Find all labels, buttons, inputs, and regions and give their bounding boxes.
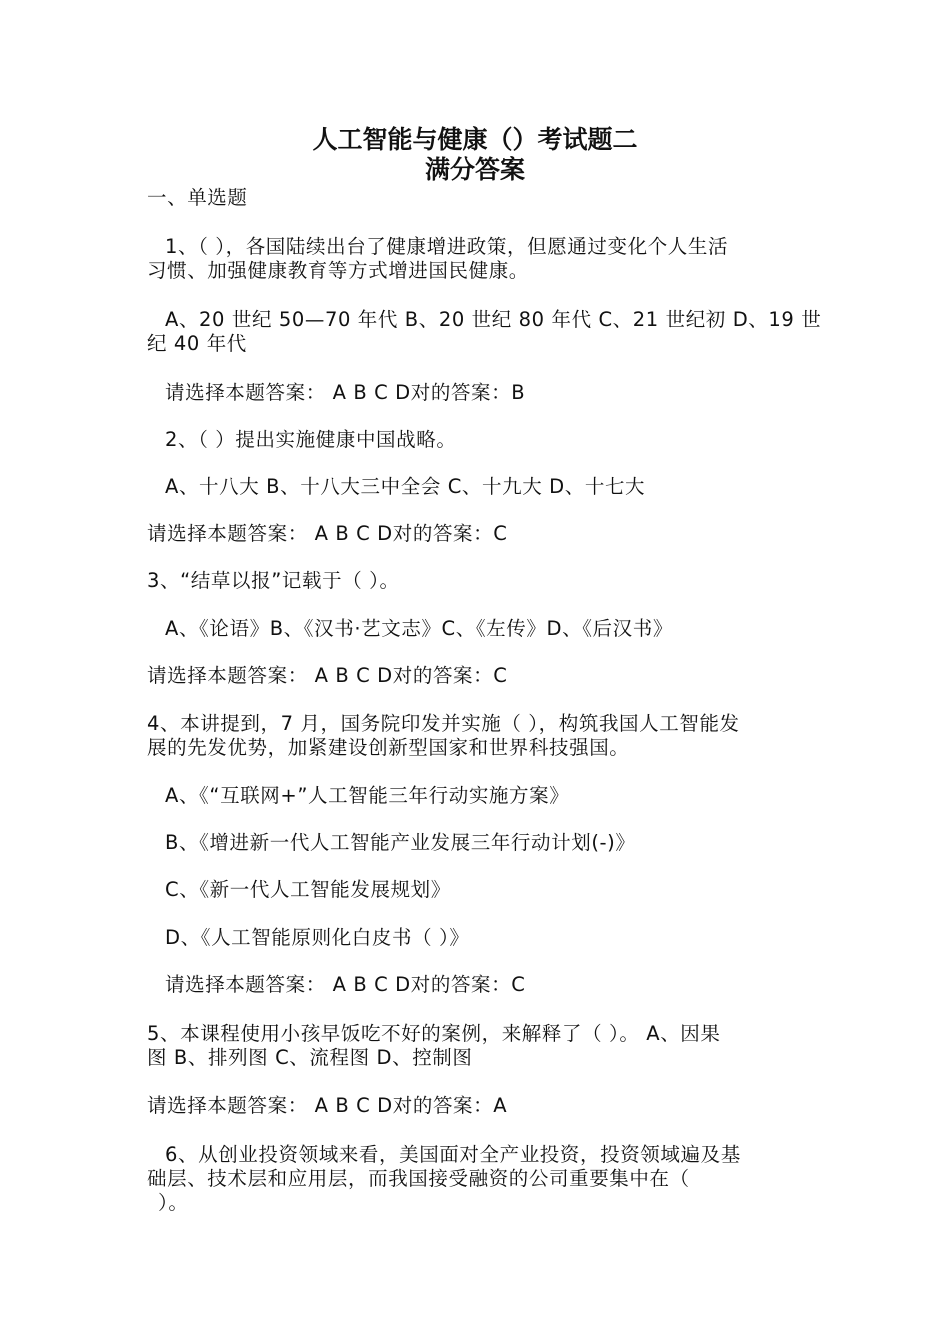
q4-stem-line2: 展的先发优势，加紧建设创新型国家和世界科技强国。 <box>147 736 630 759</box>
q6-stem-line2: 础层、技术层和应用层，而我国接受融资的公司重要集中在（ <box>147 1167 690 1190</box>
q3-options: A、《论语》B、《汉书·艺文志》C、《左传》D、《后汉书》 <box>165 617 673 640</box>
q1-stem-line1: 1、（ ），各国陆续出台了健康增进政策，但愿通过变化个人生活 <box>165 235 729 258</box>
section-heading: 一、单选题 <box>147 186 248 209</box>
q2-options: A、十八大 B、十八大三中全会 C、十九大 D、十七大 <box>165 475 646 498</box>
q5-answer: 请选择本题答案： A B C D对的答案：A <box>147 1094 508 1117</box>
q4-option-b: B、《增进新一代人工智能产业发展三年行动计划(-)》 <box>165 831 636 854</box>
q3-answer: 请选择本题答案： A B C D对的答案：C <box>147 664 508 687</box>
q6-stem-line1: 6、从创业投资领域来看，美国面对全产业投资，投资领域遍及基 <box>165 1143 741 1166</box>
q1-stem-line2: 习惯、加强健康教育等方式增进国民健康。 <box>147 259 529 282</box>
q1-options-line1: A、20 世纪 50—70 年代 B、20 世纪 80 年代 C、21 世纪初 D、19 世 <box>165 308 822 331</box>
q6-stem-line3: ）。 <box>158 1191 189 1214</box>
q2-answer: 请选择本题答案： A B C D对的答案：C <box>147 522 508 545</box>
q2-stem: 2、（ ）提出实施健康中国战略。 <box>165 428 457 451</box>
q4-answer: 请选择本题答案： A B C D对的答案：C <box>165 973 526 996</box>
q1-answer: 请选择本题答案： A B C D对的答案：B <box>165 381 526 404</box>
document-title: 人工智能与健康（）考试题二 <box>312 125 638 154</box>
q3-stem: 3、“结草以报”记载于（ ）。 <box>147 569 400 592</box>
q4-option-c: C、《新一代人工智能发展规划》 <box>165 878 451 901</box>
q5-stem-line2: 图 B、排列图 C、流程图 D、控制图 <box>147 1046 473 1069</box>
q5-stem-line1: 5、本课程使用小孩早饭吃不好的案例，来解释了（ ）。 A、因果 <box>147 1022 721 1045</box>
q1-options-line2: 纪 40 年代 <box>147 332 247 355</box>
q4-option-d: D、《人工智能原则化白皮书（ ）》 <box>165 926 470 949</box>
document-subtitle: 满分答案 <box>424 155 525 184</box>
q4-option-a: A、《“互联网+”人工智能三年行动实施方案》 <box>165 784 570 807</box>
q4-stem-line1: 4、本讲提到，7 月，国务院印发并实施（ ），构筑我国人工智能发 <box>147 712 740 735</box>
